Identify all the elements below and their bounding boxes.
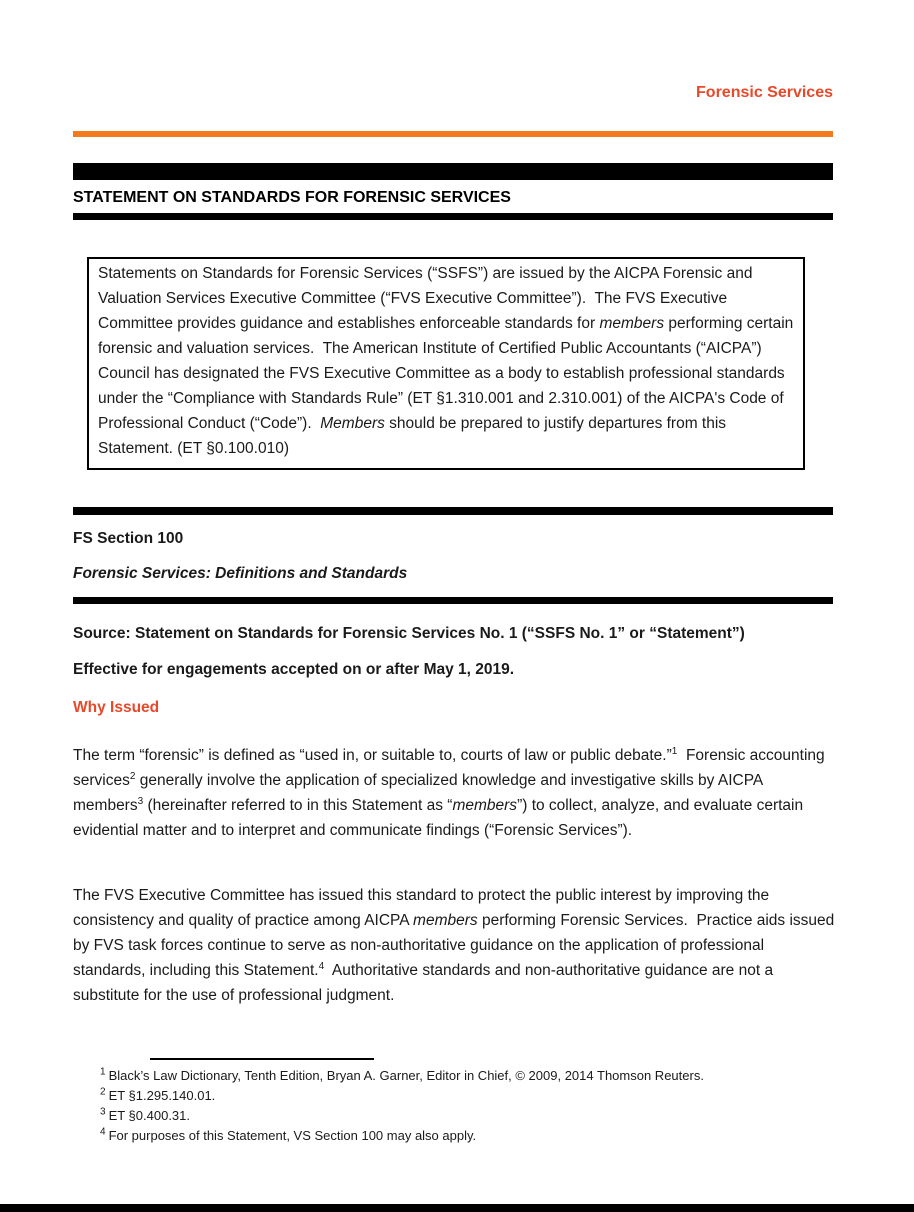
footnote-1	[100, 1066, 840, 1086]
section-top-rule	[73, 507, 833, 515]
footnote-4	[100, 1126, 840, 1146]
section-title: Forensic Services: Definitions and Standards	[73, 565, 408, 582]
footnote-separator-rule	[150, 1058, 374, 1060]
header-category-label: Forensic Services	[696, 84, 833, 101]
orange-divider-rule	[73, 131, 833, 137]
footnote-2-number: 2	[100, 1086, 106, 1098]
ssfs-intro-box: Statements on Standards for Forensic Services (“SSFS”) are issued by the AICPA Forensic and Valuation Services Executive Committee (“FVS Executive Committee”). The FVS Executive Committee provides guidance and establishes enforceable standards for members performing certain forensic and valuation services. The American Institute of Certified Public Accountants (“AICPA”) Council has designated the FVS Executive Committee as a body to establish professional standards under the “Compliance with Standards Rule” (ET §1.310.001 and 2.310.001) of the AICPA's Code of Professional Conduct (“Code”). Members should be prepared to justify departures from this Statement. (ET §0.100.010)	[87, 257, 805, 470]
footnotes-section	[100, 1066, 840, 1146]
effective-date-line: Effective for engagements accepted on or after May 1, 2019.	[73, 661, 515, 678]
section-bottom-rule	[73, 597, 833, 604]
footnote-2-text: ET §1.295.140.01.	[108, 1088, 216, 1103]
footnote-3-number: 3	[100, 1106, 106, 1118]
document-title: STATEMENT ON STANDARDS FOR FORENSIC SERVICES	[73, 189, 511, 206]
footnote-1-text: Black’s Law Dictionary, Tenth Edition, Bryan A. Garner, Editor in Chief, © 2009, 2014 Thomson Reuters.	[108, 1068, 704, 1083]
footnote-1-number: 1	[100, 1066, 106, 1078]
body-paragraph-1: The term “forensic” is defined as “used in, or suitable to, courts of law or public debate.”$^1$ Forensic accounting services$^2$ generally involve the application of specialized knowledge and investigative skills by AICPA members$^3$ (hereinafter referred to in this Statement as “members”) to collect, analyze, and evaluate certain evidential matter and to interpret and communicate findings (“Forensic Services”).	[73, 745, 825, 839]
footnote-4-number: 4	[100, 1126, 106, 1138]
title-top-bar	[73, 163, 833, 180]
footnote-2	[100, 1086, 840, 1106]
footnote-3	[100, 1106, 840, 1126]
footnote-4-text: For purposes of this Statement, VS Section 100 may also apply.	[108, 1128, 477, 1143]
source-line: Source: Statement on Standards for Forensic Services No. 1 (“SSFS No. 1” or “Statement”)	[73, 625, 745, 642]
why-issued-heading: Why Issued	[73, 699, 160, 716]
footnote-3-text: ET §0.400.31.	[108, 1108, 190, 1123]
page-bottom-bar	[0, 1204, 914, 1212]
body-paragraph-2: The FVS Executive Committee has issued this standard to protect the public interest by improving the consistency and quality of practice among AICPA members performing Forensic Services. Practice aids issued by FVS task forces continue to serve as non-authoritative guidance on the application of professional standards, including this Statement.$^4$ Authoritative standards and non-authoritative guidance are not a substitute for the use of professional judgment.	[73, 887, 835, 1004]
section-number: FS Section 100	[73, 530, 184, 547]
title-bottom-rule	[73, 213, 833, 220]
